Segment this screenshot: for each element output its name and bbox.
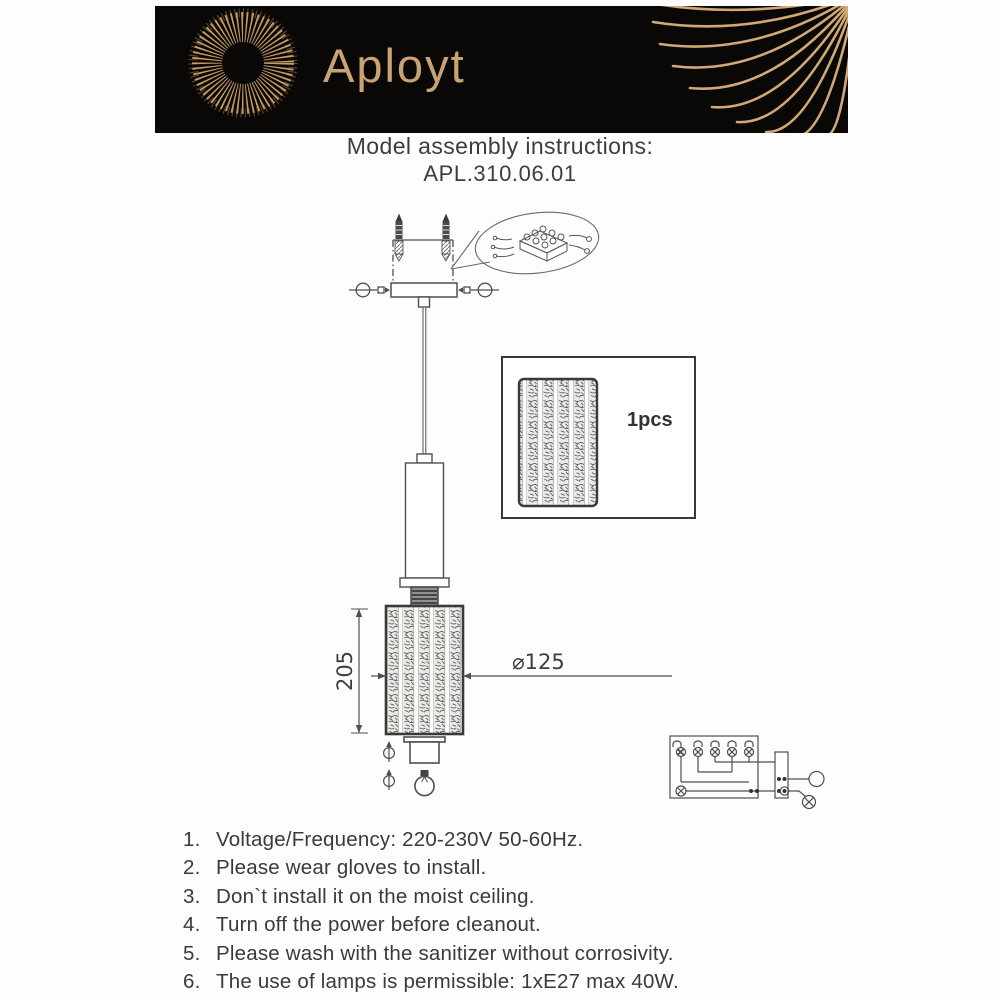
page-title: Model assembly instructions:: [346, 133, 654, 159]
threaded-joint: [411, 587, 438, 606]
instruction-item: [183, 854, 823, 882]
screw-icon: [443, 214, 450, 240]
item-number: 4.: [183, 913, 201, 937]
item-number: 3.: [183, 884, 201, 908]
instruction-item: [183, 968, 823, 996]
screw-icon: [396, 214, 403, 240]
diameter-label: ⌀125: [512, 650, 565, 674]
item-text: The use of lamps is permissible: 1xE27 max 40W.: [216, 970, 679, 994]
dimension-height: [333, 609, 368, 733]
item-number: 1.: [183, 828, 201, 851]
bulb-icon: [415, 770, 434, 796]
brand-wordmark: Aployt: [323, 39, 466, 92]
parts-inset-box: [502, 357, 695, 518]
side-screw-icon: [349, 283, 390, 297]
parts-count-label: 1pcs: [627, 409, 673, 431]
wire-cap: [417, 454, 432, 463]
canopy: [391, 283, 457, 297]
instruction-list: [183, 826, 823, 996]
item-number: 2.: [183, 856, 201, 880]
instruction-item: [183, 883, 823, 911]
item-text: Voltage/Frequency: 220-230V 50-60Hz.: [216, 828, 584, 851]
wall-anchor-icon: [395, 241, 450, 261]
model-number: APL.310.06.01: [423, 161, 577, 186]
lamp-plain-icon: [809, 772, 824, 787]
lamp-socket-icons: [673, 741, 754, 757]
item-text: Please wear gloves to install.: [216, 856, 487, 880]
item-number: 6.: [183, 970, 201, 994]
suspension-wire: [423, 307, 426, 454]
terminal-strip-icon: [775, 752, 789, 798]
fastener-icon: [384, 769, 395, 790]
detail-balloon: [451, 206, 602, 281]
instruction-item: [183, 911, 823, 939]
canopy-stem: [419, 297, 430, 307]
instruction-item: [183, 940, 823, 968]
instruction-item: [183, 826, 823, 854]
terminal-block-icon: [491, 226, 591, 261]
wiring-diagram: [670, 736, 824, 809]
tube-flange: [400, 578, 449, 587]
lamp-icon: [676, 786, 686, 796]
lamp-icon: [803, 796, 816, 809]
height-label: 205: [333, 650, 357, 692]
side-screw-icon: [458, 283, 499, 297]
item-text: Turn off the power before cleanout.: [216, 913, 541, 937]
fastener-icon: [384, 741, 395, 762]
item-text: Please wash with the sanitizer without corrosivity.: [216, 941, 674, 965]
suspension: [400, 297, 449, 606]
item-text: Don`t install it on the moist ceiling.: [216, 884, 535, 908]
item-number: 5.: [183, 941, 201, 965]
shade-part-image: [519, 379, 597, 506]
lamp-tube: [406, 463, 444, 578]
lampshade: [386, 606, 463, 734]
socket-cup: [404, 737, 445, 763]
